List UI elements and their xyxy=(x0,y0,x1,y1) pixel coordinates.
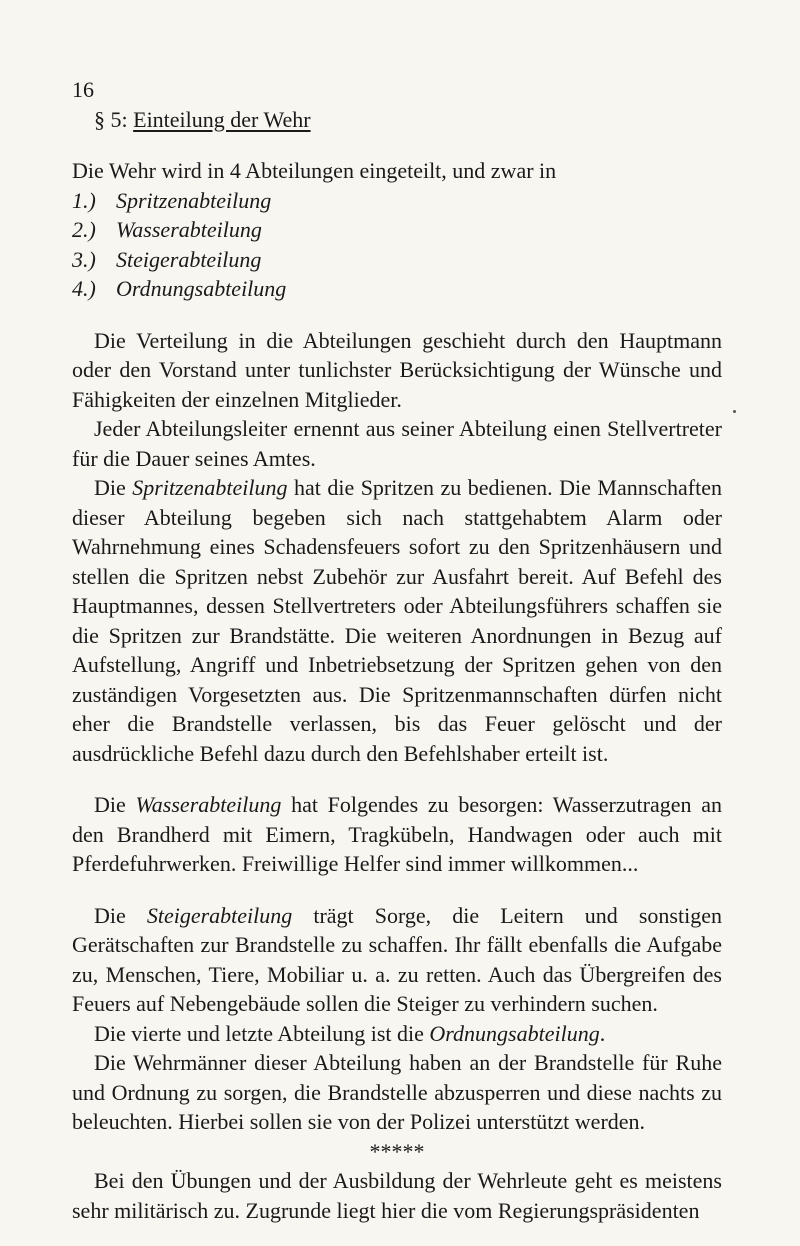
page-number: 16 xyxy=(72,77,94,102)
paragraph-ordnungsabteilung: Die Wehrmänner dieser Abteilung haben an der Brandstelle für Ruhe und Ordnung zu sorgen, die Brandstelle abzusperren und diese nachts zu beleuchten. Hierbei sollen sie von der Polizei unterstützt werden. xyxy=(72,1050,722,1134)
section-heading-title: Einteilung der Wehr xyxy=(133,106,311,132)
list-item xyxy=(72,274,722,304)
text-run: trägt Sorge, die Leitern und sonstigen Gerätschaften zur Brandstelle zu schaffen. Ihr fällt ebenfalls die Aufgabe zu, Menschen, Tiere, Mobiliar u. a. zu retten. Auch das Übergreifen des Feuers auf Nebengebäude sollen die Steiger zu verhindern suchen. xyxy=(72,902,722,1016)
section-separator: ***** xyxy=(369,1138,425,1164)
list-label: Wasserabteilung xyxy=(116,217,262,242)
emphasis: Spritzenabteilung xyxy=(132,475,288,500)
text-run: Die xyxy=(94,475,133,500)
section-heading-prefix: § 5: xyxy=(94,106,134,132)
paragraph-verteilung: Die Verteilung in die Abteilungen geschieht durch den Hauptmann oder den Vorstand unter tunlichster Berücksichtigung der Wünsche und Fähigkeiten der einzelnen Mitglieder. xyxy=(72,327,722,412)
paragraph-wasserabteilung xyxy=(72,790,722,879)
list-number: 4.) xyxy=(72,276,96,301)
list-label: Steigerabteilung xyxy=(116,246,262,272)
text-run: Die xyxy=(94,792,136,817)
paragraph-vierte-abteilung xyxy=(72,1019,722,1049)
emphasis: Ordnungsabteilung xyxy=(429,1020,600,1046)
stray-mark xyxy=(733,410,736,413)
list-label: Ordnungsabteilung xyxy=(116,276,287,301)
text-run: . xyxy=(599,1020,606,1046)
text-run: hat Folgendes zu besorgen: Wasserzutragen an den Brandherd mit Eimern, Tragkübeln, Handwagen oder auch mit Pferdefuhrwerken. Freiwillige Helfer sind immer willkommen... xyxy=(72,792,723,876)
paragraph-steigerabteilung xyxy=(72,901,722,1019)
document-page xyxy=(72,75,722,1225)
list-item xyxy=(72,215,722,245)
paragraph-spritzenabteilung xyxy=(72,473,722,768)
list-label: Spritzenabteilung xyxy=(116,187,272,213)
intro-paragraph: Die Wehr wird in 4 Abteilungen eingeteilt, und zwar in xyxy=(72,158,557,183)
section-heading xyxy=(94,105,722,135)
paragraph-abteilungsleiter: Jeder Abteilungsleiter ernennt aus seiner Abteilung einen Stellvertreter für die Dauer seines Amtes. xyxy=(72,416,722,471)
text-run: Die xyxy=(94,902,147,928)
department-list xyxy=(72,186,722,304)
emphasis: Steigerabteilung xyxy=(146,902,293,928)
list-item xyxy=(72,245,722,275)
text-run: hat die Spritzen zu bedienen. Die Mannschaften dieser Abteilung begeben sich nach stattgehabtem Alarm oder Wahrnehmung eines Schadensfeuers sofort zu den Spritzenhäusern und stellen die Spritzen nebst Zubehör zur Ausfahrt bereit. Auf Befehl des Hauptmannes, dessen Stellvertreters oder Abteilungsführers schaffen sie die Spritzen zur Brandstätte. Die weiteren Anordnungen in Bezug auf Aufstellung, Angriff und Inbetriebsetzung der Spritzen gehen von den zuständigen Vorgesetzten aus. Die Spritzenmannschaften dürfen nicht eher die Brandstelle verlassen, bis das Feuer gelöscht und der ausdrückliche Befehl dazu durch den Befehlshaber erteilt ist. xyxy=(72,475,723,766)
list-number: 2.) xyxy=(72,217,96,242)
list-number: 1.) xyxy=(72,187,96,213)
paragraph-uebungen: Bei den Übungen und der Ausbildung der Wehrleute geht es meistens sehr militärisch zu. Zugrunde liegt hier die vom Regierungspräsidenten xyxy=(72,1168,722,1223)
text-run: Die vierte und letzte Abteilung ist die xyxy=(94,1020,430,1046)
emphasis: Wasserabteilung xyxy=(135,792,282,817)
list-number: 3.) xyxy=(72,246,96,272)
list-item xyxy=(72,186,722,216)
